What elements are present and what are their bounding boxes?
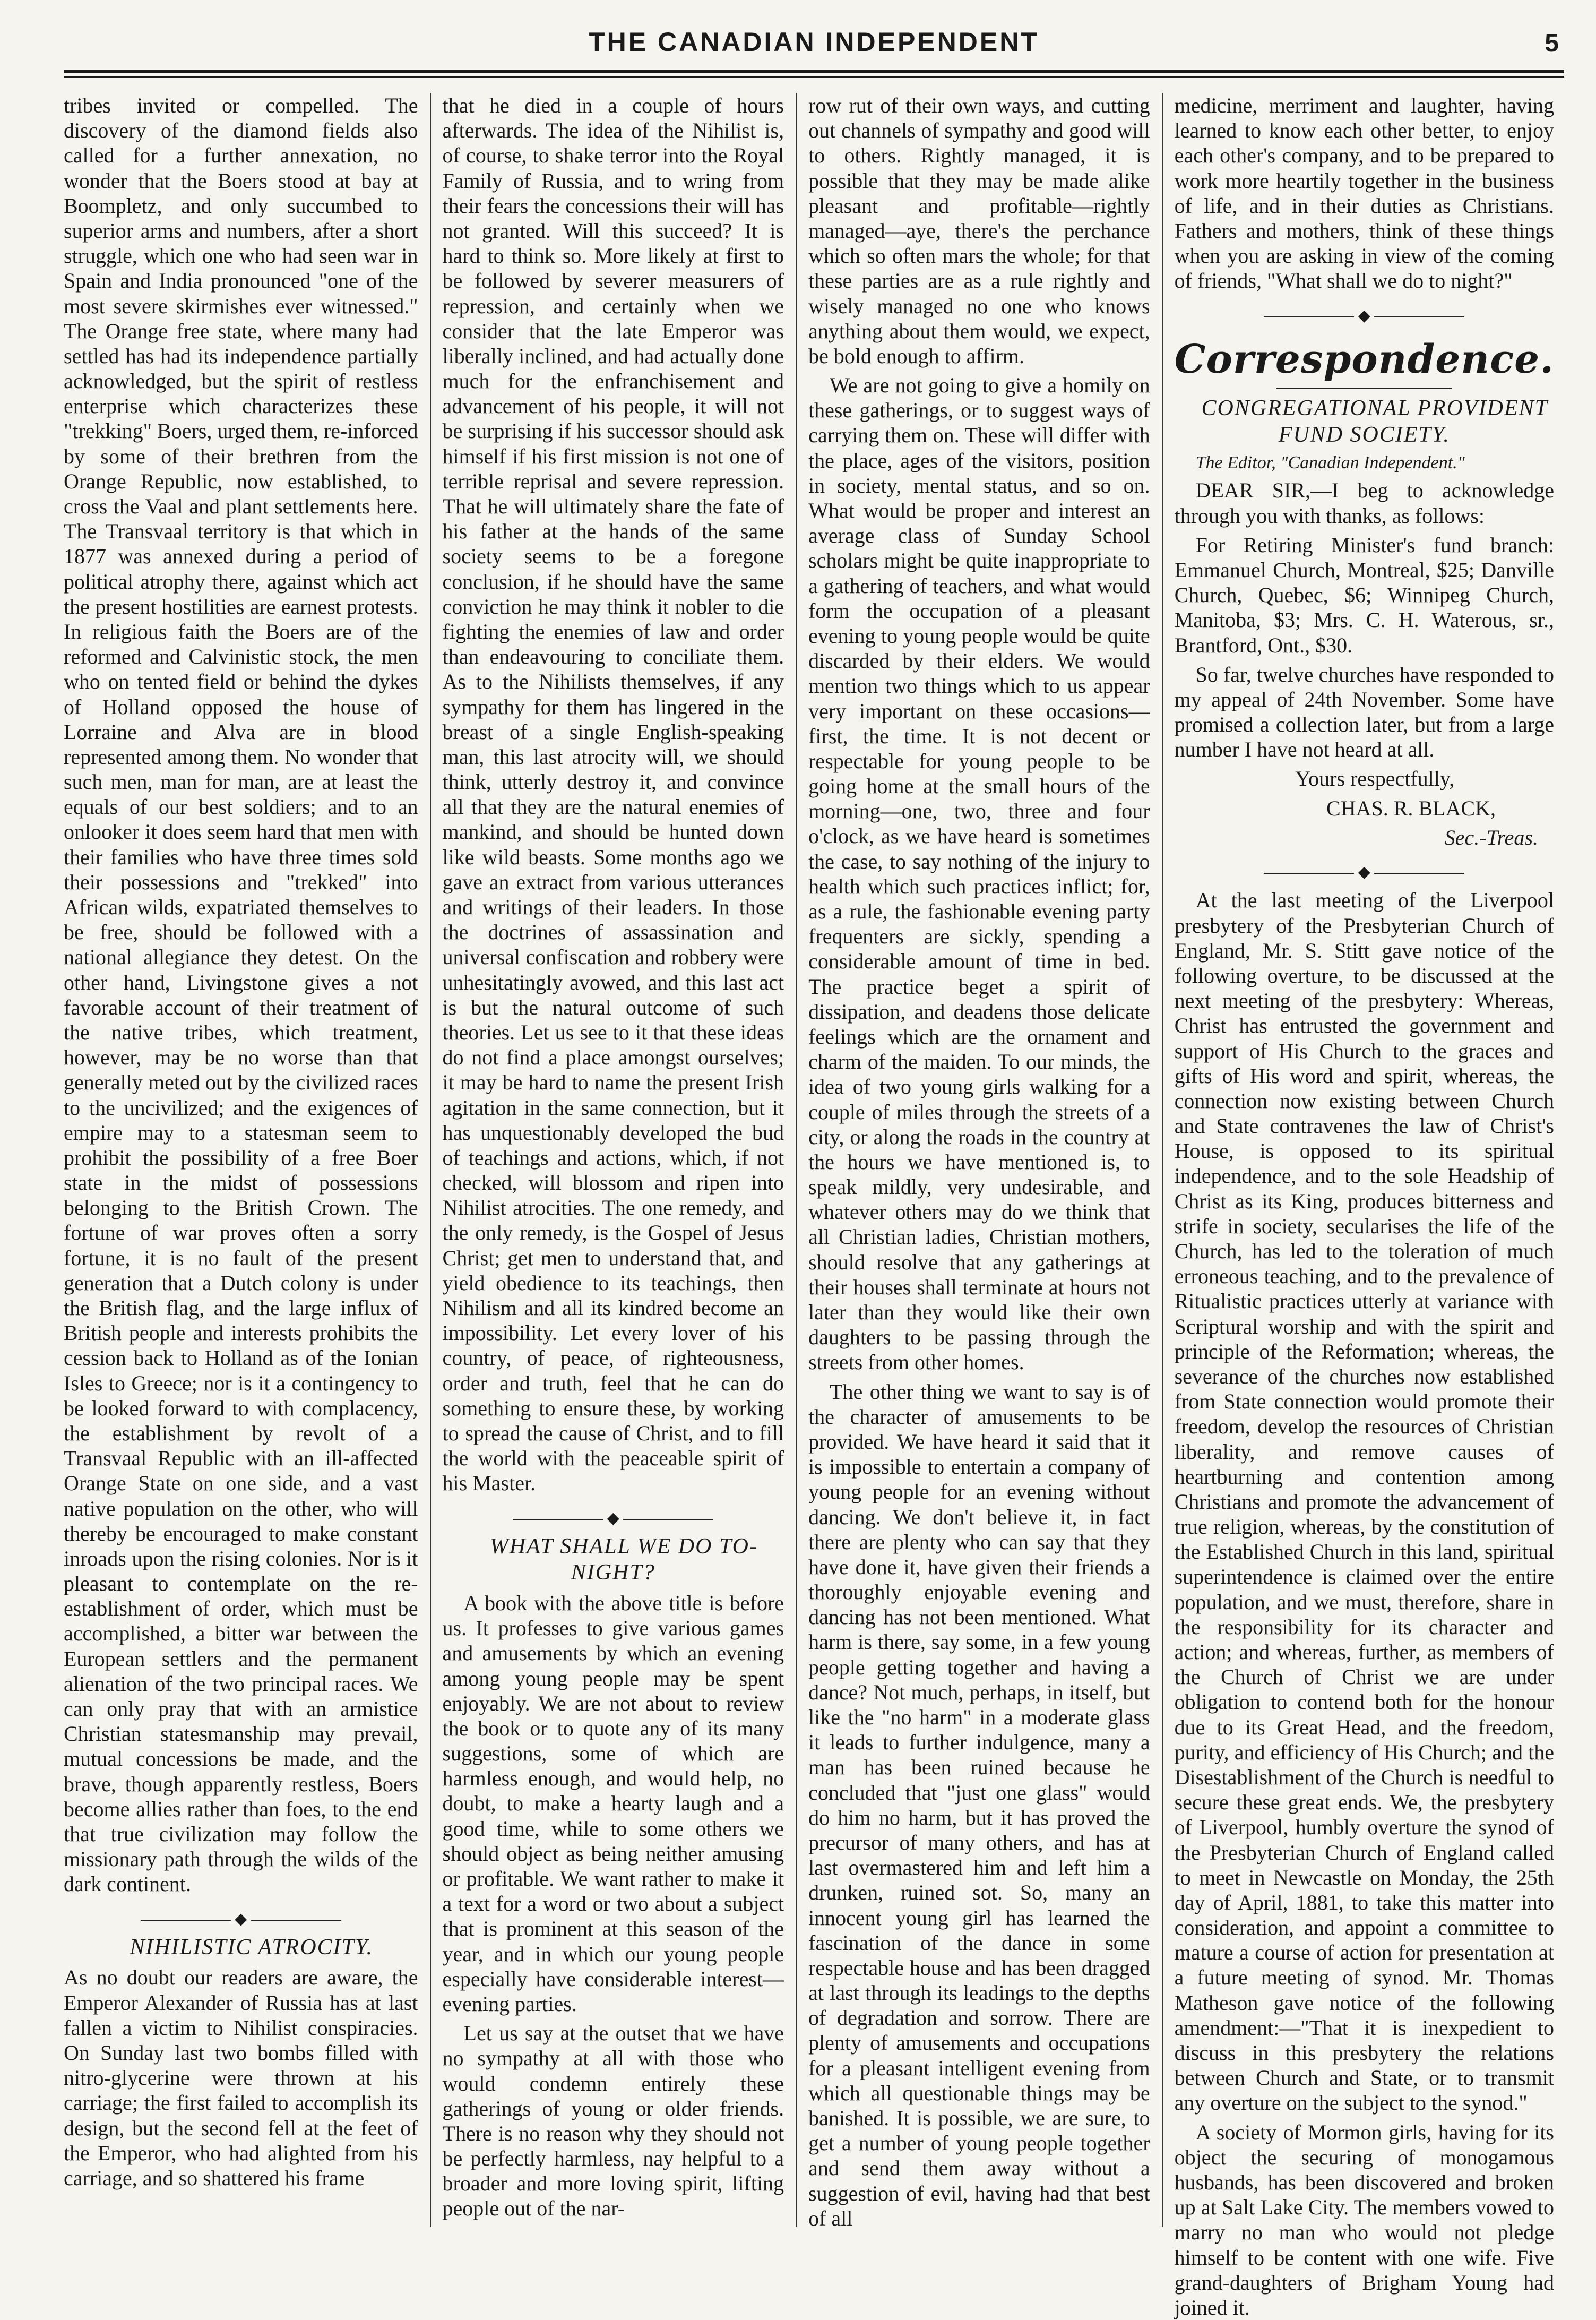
heading-rule [1276,388,1452,389]
section-divider: ◆ [1175,306,1554,325]
what-shall-we-do-intro: A book with the above title is before us. It professes to give various games and amusements by which an evening among young people may be spent enjoyably. We are not about to review the book or to quote any of its many suggestions, some of which are harmless enough, and would help, no doubt, to make a hearty laugh and a good time, while to some others we should object as being neither amusing or profitable. We want rather to make it a text for a word or two about a subject that is prominent at this season of the year, and in which our young people especially have considerable interest—evening parties. [442,1591,784,2016]
article-columns [64,93,1566,2319]
section-divider: ◆ [1175,863,1554,881]
page-number: 5 [1545,29,1559,57]
nihilistic-atrocity-headline: NIHILISTIC ATROCITY. [130,1935,374,1960]
boer-article-text: tribes invited or compelled. The discovery of the diamond fields also called for a further annexation, no wonder that the Boers stood at bay at Boompletz, and only succumbed to superior arms and numbers, after a short struggle, which one who had seen war in Spain and India pronounced "one of the most severe skirmishes ever witnessed." The Orange free state, where many had settled has had its independence partially acknowledged, but the spirit of restless enterprise which characterizes these "trekking" Boers, urged them, re-inforced by some of their brethren from the Orange Republic, now established, to cross the Vaal and plant settlements here. The Transvaal territory is that which in 1877 was annexed during a period of political atrophy there, against which act the present hostilities are earnest protests. In religious faith the Boers are of the reformed and Calvinistic stock, the men who on tented field or behind the dykes of Holland opposed the house of Lorraine and Alva are in blood represented among them. No wonder that such men, man for man, are at least the equals of our best soldiers; and to an onlooker it does seem hard that men with their families who have three times sold their possessions and "trekked" into African wilds, expatriated themselves to be free, should be followed with a national allegiance they detest. On the other hand, Livingstone gives a not favorable account of their treatment of the native tribes, which treatment, however, may be no worse than that generally meted out by the civilized races to the uncivilized; and the exigences of empire may to a statesman seem to prohibit the possibility of a free Boer state in the midst of possessions belonging to the British Crown. The fortune of war proves often a sorry fortune, it is no fault of the present generation that a Dutch colony is under the British flag, and the large influx of British people and interests prohibits the cession back to Holland as of the Ionian Isles to Greece; nor is it a contingency to be looked forward to with complacency, the establishment by revolt of a Transvaal Republic with an ill-affected Orange State on one side, and a vast native population on the other, who will thereby be encouraged to make constant inroads upon the rising colonies. Nor is it pleasant to contemplate on the re-establishment of order, which must be accomplished, a bitter war between the European settlers and the permanent alienation of the two principal races. We can only pray that with an armistice Christian statesmanship may prevail, mutual concessions be made, and the brave, though apparently restless, Boers become allies rather than foes, to the end that true civilization may follow the missionary path through the wilds of the dark continent. [64,93,418,1896]
header-rule-thick [64,70,1564,73]
newspaper-title: THE CANADIAN INDEPENDENT [589,27,1039,57]
masthead [64,21,1564,80]
letter-greeting: DEAR SIR,—I beg to acknowledge through you with thanks, as follows: [1174,478,1554,528]
letter-donations: For Retiring Minister's fund branch: Emmanuel Church, Montreal, $25; Danville Church, Quebec, $6; Winnipeg Church, Manitoba, $3; Mrs. C. H. Waterous, sr., Brantford, Ont., $30. [1174,532,1554,657]
letter-addressee: The Editor, "Canadian Independent." [1195,453,1465,473]
column-1 [64,93,430,2227]
nihilistic-atrocity-text: As no doubt our readers are aware, the Emperor Alexander of Russia has at last fallen a victim to Nihilist conspiracies. On Sunday last two bombs filled with nitro-glycerine were thrown at his carriage; the first failed to accomplish its design, but the second fell at the feet of the Emperor, who had alighted from his carriage, and so shattered his frame [64,1965,418,2190]
provident-fund-headline: CONGREGATIONAL PROVIDENT FUND SOCIETY. [1201,396,1549,447]
correspondence-heading: Correspondence. [1174,336,1554,382]
letter-signature-title: Sec.-Treas. [1444,825,1538,849]
header-rule-thin [64,76,1564,78]
what-shall-we-do-time: We are not going to give a homily on these gatherings, or to suggest ways of carrying them on. These will differ with the place, ages of the visitors, position in society, mental status, and so on. What would be proper and interest an average class of Sunday School scholars might be quite inappropriate to a gathering of teachers, and what would form the occupation of a pleasant evening to young people would be quite discarded by their elders. We would mention two things which to us appear very important on these occasions—first, the time. It is not decent or respectable for young people to be going home at the small hours of the morning—one, two, three and four o'clock, as we have heard is sometimes the case, to say nothing of the injury to health which such practices inflict; for, as a rule, the fashionable evening party frequenters are sickly, spending a considerable amount of time in bed. The practice beget a spirit of dissipation, and deadens those delicate feelings which are the ornament and charm of the maiden. To our minds, the idea of two young girls walking for a couple of miles through the streets of a city, or along the roads in the country at the hours we have mentioned is, to speak mildly, very undesirable, and whatever others may do we think that all Christian ladies, Christian mothers, should resolve that any gatherings at their houses shall terminate at hours not later than they would like their own daughters to be passing through the streets from other homes. [808,373,1150,1374]
section-divider: ◆ [443,1509,784,1527]
what-shall-we-do-conclusion: medicine, merriment and laughter, having learned to know each other better, to enjoy each other's company, and to be prepared to work more heartily together in the business of life, and in their duties as Christians. Fathers and mothers, think of these things when you are asking in view of the coming of friends, "What shall we do to night?" [1174,93,1554,293]
what-shall-we-do-para: Let us say at the outset that we have no sympathy at all with those who would condemn entirely these gatherings of young or older friends. There is no reason why they should not be perfectly harmless, nay helpful to a broader and more loving spirit, lifting people out of the nar- [442,2021,784,2221]
what-shall-we-do-amusements: The other thing we want to say is of the character of amusements to be provided. We have heard it said that it is impossible to entertain a company of young people for an evening without dancing. We don't believe it, in fact there are plenty who can say that they have done it, have given their friends a thoroughly enjoyable evening and dancing has not been mentioned. What harm is there, say some, in a few young people getting together and having a dance? Not much, perhaps, in itself, but like the "no harm" in a moderate glass it leads to further indulgence, many a man has been ruined because he concluded that "just one glass" would do him no harm, but it has proved the precursor of many others, and has at last overmastered him and left him a drunken, ruined sot. So, many an innocent young girl has learned the fascination of the dance in some respectable house and has been dragged at last through its leadings to the depths of degradation and sorrow. There are plenty of amusements and occupations for a pleasant intelligent evening from which all questionable things may be banished. It is possible, we are sure, to get a number of young people together and send them away without a suggestion of evil, having had that best of all [808,1379,1150,2230]
column-2 [430,93,796,2227]
nihilistic-atrocity-continued: that he died in a couple of hours afterwards. The idea of the Nihilist is, of course, to shake terror into the Royal Family of Russia, and to wring from their fears the concessions their will has not granted. Will this succeed? It is hard to think so. More likely at first to be followed by severer measurers of repression, and certainly when we consider that the late Emperor was liberally inclined, and had actually done much for the enfranchisement and advancement of his people, it will not be surprising if his successor should ask himself if his first mission is not one of terrible reprisal and severe repression. That he will ultimately share the fate of his father at the hands of the same society seems to be a foregone conclusion, if he should have the same conviction he may think it nobler to die fighting the enemies of law and order than endeavouring to conciliate them. As to the Nihilists themselves, if any sympathy for them has lingered in the breast of a single English-speaking man, this last atrocity will, we should think, utterly destroy it, and convince all that they are the natural enemies of mankind, and should be hunted down like wild beasts. Some months ago we gave an extract from various utterances and writings of their leaders. In those the doctrines of assassination and universal confiscation and robbery were unhesitatingly avowed, and this last act is but the natural outcome of such theories. Let us see to it that these ideas do not find a place amongst ourselves; it may be hard to name the present Irish agitation in the same connection, but it has unquestionably developed the bud of teachings and actions, which, if not checked, will blossom and ripen into Nihilist atrocities. The one remedy, and the only remedy, is the Gospel of Jesus Christ; get men to understand that, and yield obedience to its teachings, then Nihilism and all its kindred become an impossibility. Let every lover of his country, of peace, of righteousness, order and truth, feel that he can do something to ensure these, by working to spread the cause of Christ, and to fill the world with the peaceable spirit of his Master. [442,93,784,1496]
column-4 [1162,93,1566,2319]
what-shall-we-do-continued: row rut of their own ways, and cutting out channels of sympathy and good will to others. Rightly managed, it is possible that they may be made alike pleasant and profitable—rightly managed—aye, there's the perchance which so often mars the whole; for that these parties are as a rule rightly and wisely managed no one who knows anything about them would, we expect, be bold enough to affirm. [808,93,1150,368]
letter-signature: CHAS. R. BLACK, [1326,796,1496,820]
mormon-society-text: A society of Mormon girls, having for its object the securing of monogamous husbands, has been discovered and broken up at Salt Lake City. The members vowed to marry no man who would not pledge himself to be content with one wife. Five grand-daughters of Brigham Young had joined it. [1174,2120,1554,2319]
column-3 [796,93,1162,2230]
section-divider: ◆ [64,1910,418,1928]
what-shall-we-do-headline: WHAT SHALL WE DO TO-NIGHT? [489,1534,758,1585]
letter-closing: Yours respectfully, [1295,767,1455,791]
liverpool-presbytery-text: At the last meeting of the Liverpool presbytery of the Presbyterian Church of England, Mr. S. Stitt gave notice of the following overture, to be discussed at the next meeting of the presbytery: Whereas, Christ has entrusted the government and support of His Church to the graces and gifts of His word and spirit, whereas, the connection now existing between Church and State contravenes the law of Christ's House, is opposed to its spiritual independence, and to the sole Headship of Christ as its King, produces bitterness and strife in society, secularises the life of the Church, has led to the toleration of much erroneous teaching, and to the prevalence of Ritualistic practices utterly at variance with Scriptural worship and with the spirit and principle of the Reformation; whereas, the severance of the churches now established from State connection would promote their freedom, develop the resources of Christian liberality, and remove causes of heartburning and contention among Christians and promote the advancement of true religion, whereas, by the constitution of the Established Church in this land, spiritual superintendence is claimed over the entire population, and we must, therefore, share in the responsibility for its character and action; and whereas, further, as members of the Church of Christ we are under obligation to contend both for the honour due to its Great Head, and the freedom, purity, and efficiency of His Church; and the Disestablishment of the Church is needful to secure these great ends. We, the presbytery of Liverpool, humbly overture the synod of the Presbyterian Church of England called to meet in Newcastle on Monday, the 25th day of April, 1881, to take this matter into consideration, and appoint a committee to mature a course of action for presentation at a future meeting of synod. Mr. Thomas Matheson gave notice of the following amendment:—"That it is inexpedient to discuss in this presbytery the relations between Church and State, or to transmit any overture on the subject to the synod." [1174,888,1554,2115]
letter-appeal: So far, twelve churches have responded to my appeal of 24th November. Some have promised a collection later, but from a large number I have not heard at all. [1174,662,1554,762]
